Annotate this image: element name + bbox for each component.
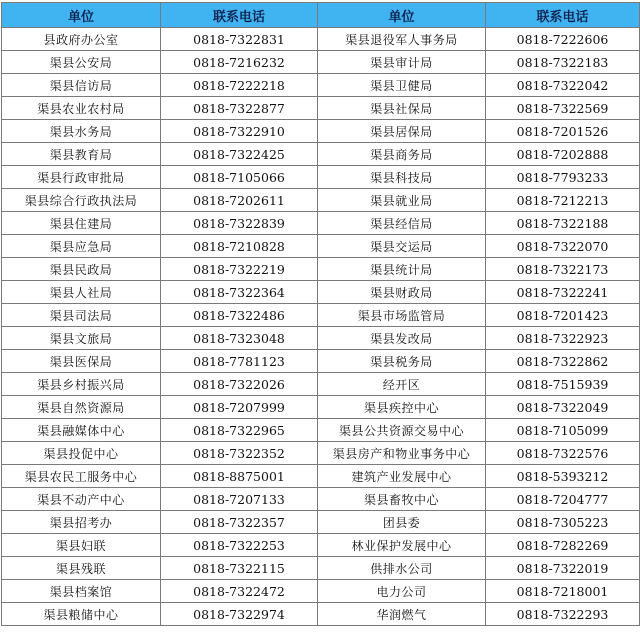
unit-name-right: 渠县经信局: [318, 212, 486, 235]
table-row: [2, 212, 640, 235]
phone-number-left: 0818-8875001: [161, 465, 318, 488]
phone-number-left: 0818-7202611: [161, 189, 318, 212]
table-row: [2, 396, 640, 419]
phone-number-left: 0818-7207999: [161, 396, 318, 419]
unit-name-right: 渠县畜牧中心: [318, 488, 486, 511]
table-row: [2, 511, 640, 534]
table-row: [2, 281, 640, 304]
phone-number-right: 0818-7322576: [486, 442, 640, 465]
table-row: [2, 580, 640, 603]
unit-name-left: 县政府办公室: [2, 28, 161, 51]
unit-name-right: 渠县商务局: [318, 143, 486, 166]
table-row: [2, 442, 640, 465]
unit-name-right: 经开区: [318, 373, 486, 396]
unit-name-right: 渠县交运局: [318, 235, 486, 258]
phone-number-right: 0818-7222606: [486, 28, 640, 51]
unit-name-right: 渠县财政局: [318, 281, 486, 304]
unit-name-left: 渠县司法局: [2, 304, 161, 327]
table-row: [2, 304, 640, 327]
phone-number-right: 0818-7515939: [486, 373, 640, 396]
unit-name-right: 渠县卫健局: [318, 74, 486, 97]
phone-number-left: 0818-7322831: [161, 28, 318, 51]
table-row: [2, 120, 640, 143]
unit-name-right: 团县委: [318, 511, 486, 534]
phone-number-right: 0818-5393212: [486, 465, 640, 488]
phone-number-right: 0818-7322019: [486, 557, 640, 580]
unit-name-left: 渠县公安局: [2, 51, 161, 74]
unit-name-right: 渠县就业局: [318, 189, 486, 212]
phone-number-right: 0818-7202888: [486, 143, 640, 166]
contact-directory: [1, 2, 639, 626]
phone-number-right: 0818-7322188: [486, 212, 640, 235]
phone-number-right: 0818-7218001: [486, 580, 640, 603]
unit-name-right: 渠县房产和物业事务中心: [318, 442, 486, 465]
table-row: [2, 603, 640, 626]
phone-number-left: 0818-7322425: [161, 143, 318, 166]
unit-name-left: 渠县文旅局: [2, 327, 161, 350]
phone-number-right: 0818-7322173: [486, 258, 640, 281]
unit-name-left: 渠县医保局: [2, 350, 161, 373]
phone-number-right: 0818-7322862: [486, 350, 640, 373]
header-phone-right: 联系电话: [486, 3, 640, 28]
phone-number-right: 0818-7322241: [486, 281, 640, 304]
table-row: [2, 235, 640, 258]
header-unit-right: 单位: [318, 3, 486, 28]
unit-name-right: 渠县疾控中心: [318, 396, 486, 419]
phone-number-right: 0818-7212213: [486, 189, 640, 212]
phone-number-left: 0818-7105066: [161, 166, 318, 189]
phone-number-right: 0818-7322049: [486, 396, 640, 419]
phone-number-left: 0818-7322115: [161, 557, 318, 580]
table-row: [2, 97, 640, 120]
table-row: [2, 373, 640, 396]
table-row: [2, 189, 640, 212]
phone-number-left: 0818-7322839: [161, 212, 318, 235]
unit-name-left: 渠县信访局: [2, 74, 161, 97]
header-row: [2, 3, 640, 28]
phone-number-left: 0818-7322877: [161, 97, 318, 120]
unit-name-left: 渠县应急局: [2, 235, 161, 258]
phone-number-right: 0818-7793233: [486, 166, 640, 189]
header-phone-left: 联系电话: [161, 3, 318, 28]
unit-name-right: 渠县科技局: [318, 166, 486, 189]
phone-number-left: 0818-7210828: [161, 235, 318, 258]
unit-name-left: 渠县融媒体中心: [2, 419, 161, 442]
unit-name-right: 渠县社保局: [318, 97, 486, 120]
phone-number-right: 0818-7322569: [486, 97, 640, 120]
unit-name-left: 渠县自然资源局: [2, 396, 161, 419]
phone-number-left: 0818-7222218: [161, 74, 318, 97]
table-row: [2, 465, 640, 488]
unit-name-left: 渠县人社局: [2, 281, 161, 304]
unit-name-left: 渠县粮储中心: [2, 603, 161, 626]
table-row: [2, 488, 640, 511]
unit-name-right: 渠县公共资源交易中心: [318, 419, 486, 442]
phone-number-left: 0818-7216232: [161, 51, 318, 74]
unit-name-left: 渠县残联: [2, 557, 161, 580]
phone-number-left: 0818-7323048: [161, 327, 318, 350]
table-row: [2, 419, 640, 442]
table-row: [2, 350, 640, 373]
unit-name-right: 渠县发改局: [318, 327, 486, 350]
unit-name-left: 渠县综合行政执法局: [2, 189, 161, 212]
unit-name-right: 渠县退役军人事务局: [318, 28, 486, 51]
unit-name-right: 电力公司: [318, 580, 486, 603]
phone-number-right: 0818-7322070: [486, 235, 640, 258]
unit-name-right: 渠县居保局: [318, 120, 486, 143]
phone-number-left: 0818-7322026: [161, 373, 318, 396]
unit-name-left: 渠县农业农村局: [2, 97, 161, 120]
unit-name-left: 渠县招考办: [2, 511, 161, 534]
phone-number-left: 0818-7322974: [161, 603, 318, 626]
phone-number-left: 0818-7322472: [161, 580, 318, 603]
phone-number-right: 0818-7322042: [486, 74, 640, 97]
table-row: [2, 166, 640, 189]
phone-number-right: 0818-7201526: [486, 120, 640, 143]
phone-number-left: 0818-7322910: [161, 120, 318, 143]
table-row: [2, 51, 640, 74]
table-row: [2, 327, 640, 350]
phone-number-left: 0818-7322253: [161, 534, 318, 557]
unit-name-left: 渠县档案馆: [2, 580, 161, 603]
phone-number-right: 0818-7105099: [486, 419, 640, 442]
phone-number-right: 0818-7322293: [486, 603, 640, 626]
phone-number-left: 0818-7322357: [161, 511, 318, 534]
unit-name-left: 渠县乡村振兴局: [2, 373, 161, 396]
table-row: [2, 557, 640, 580]
header-unit-left: 单位: [2, 3, 161, 28]
phone-number-right: 0818-7322183: [486, 51, 640, 74]
table-row: [2, 28, 640, 51]
unit-name-left: 渠县投促中心: [2, 442, 161, 465]
unit-name-left: 渠县行政审批局: [2, 166, 161, 189]
unit-name-left: 渠县不动产中心: [2, 488, 161, 511]
table-row: [2, 74, 640, 97]
unit-name-right: 渠县审计局: [318, 51, 486, 74]
unit-name-right: 渠县统计局: [318, 258, 486, 281]
unit-name-left: 渠县农民工服务中心: [2, 465, 161, 488]
phone-number-left: 0818-7781123: [161, 350, 318, 373]
phone-number-left: 0818-7322352: [161, 442, 318, 465]
table-row: [2, 534, 640, 557]
unit-name-right: 林业保护发展中心: [318, 534, 486, 557]
phone-number-left: 0818-7322219: [161, 258, 318, 281]
unit-name-right: 渠县市场监管局: [318, 304, 486, 327]
table-row: [2, 258, 640, 281]
phone-number-right: 0818-7322923: [486, 327, 640, 350]
unit-name-left: 渠县妇联: [2, 534, 161, 557]
phone-number-right: 0818-7201423: [486, 304, 640, 327]
unit-name-right: 华润燃气: [318, 603, 486, 626]
table-row: [2, 143, 640, 166]
phone-number-right: 0818-7305223: [486, 511, 640, 534]
unit-name-right: 建筑产业发展中心: [318, 465, 486, 488]
phone-number-right: 0818-7282269: [486, 534, 640, 557]
phone-number-left: 0818-7322965: [161, 419, 318, 442]
contact-table: [1, 2, 640, 626]
phone-number-left: 0818-7207133: [161, 488, 318, 511]
phone-number-right: 0818-7204777: [486, 488, 640, 511]
phone-number-left: 0818-7322364: [161, 281, 318, 304]
unit-name-right: 渠县税务局: [318, 350, 486, 373]
unit-name-left: 渠县教育局: [2, 143, 161, 166]
unit-name-left: 渠县住建局: [2, 212, 161, 235]
unit-name-right: 供排水公司: [318, 557, 486, 580]
unit-name-left: 渠县水务局: [2, 120, 161, 143]
phone-number-left: 0818-7322486: [161, 304, 318, 327]
unit-name-left: 渠县民政局: [2, 258, 161, 281]
